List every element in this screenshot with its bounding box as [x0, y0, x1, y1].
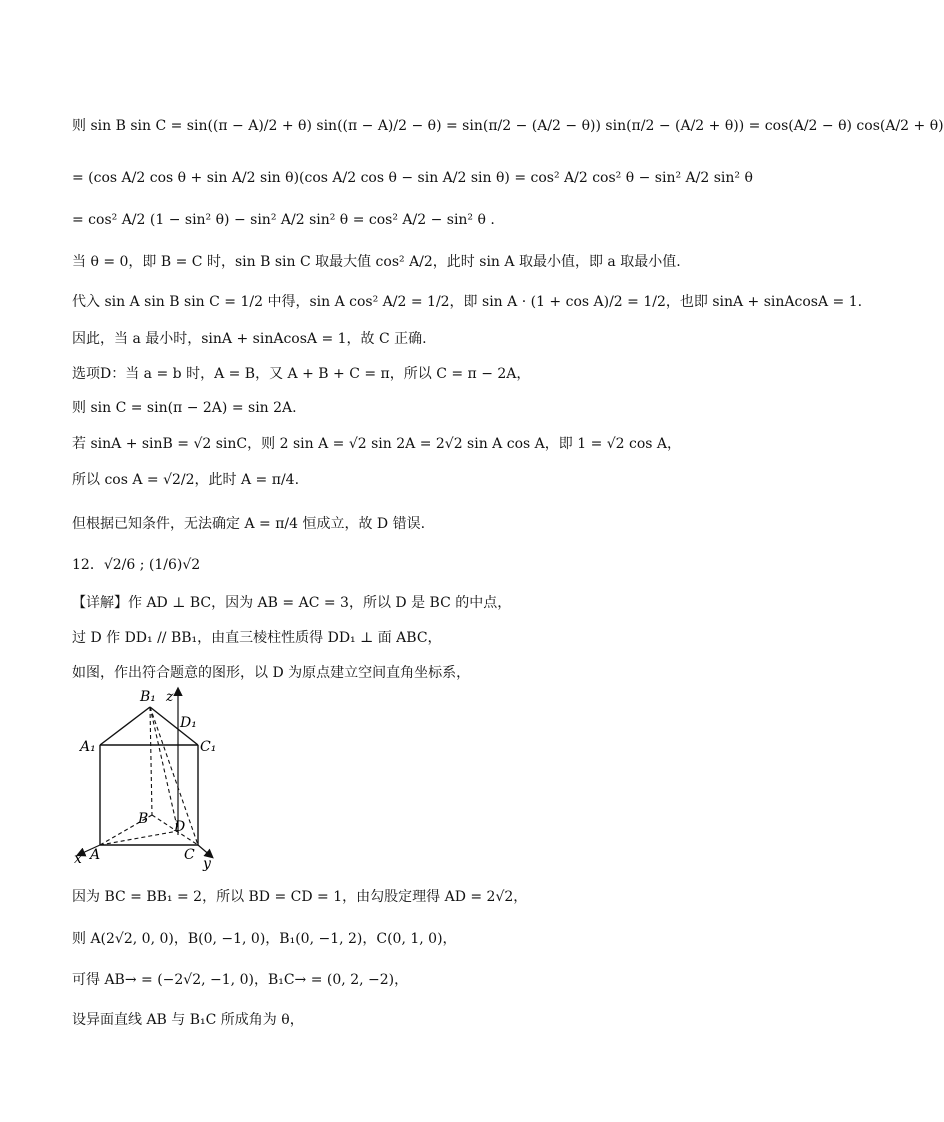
label-b1: B₁	[140, 689, 156, 705]
edge-b1-b	[150, 707, 152, 815]
equation-line-1: 则 sin B sin C = sin((π − A)/2 + θ) sin((π − A)/2 − θ) = sin(π/2 − (A/2 − θ)) sin(π/2 − (A/2 + θ)) = cos(A/2 − θ) cos(A/2 + θ)	[72, 118, 944, 134]
text-line-option-d: 选项D：当 a = b 时，A = B，又 A + B + C = π，所以 C = π − 2A，	[72, 366, 531, 382]
label-z: z	[166, 689, 174, 705]
label-x: x	[74, 851, 82, 867]
label-c1: C₁	[200, 739, 217, 755]
label-d1: D₁	[180, 715, 197, 731]
label-a: A	[90, 847, 101, 863]
detail-line-5: 则 A(2√2, 0, 0)，B(0, −1, 0)，B₁(0, −1, 2)，C(0, 1, 0)，	[72, 931, 457, 947]
label-c: C	[184, 847, 195, 863]
text-line-cos-a: 所以 cos A = √2/2，此时 A = π/4.	[72, 472, 300, 488]
text-line-conclusion-d: 但根据已知条件，无法确定 A = π/4 恒成立，故 D 错误.	[72, 516, 426, 532]
equation-line-3: = cos² A/2 (1 − sin² θ) − sin² A/2 sin² θ = cos² A/2 − sin² θ .	[72, 212, 495, 228]
detail-line-4: 因为 BC = BB₁ = 2，所以 BD = CD = 1，由勾股定理得 AD = 2√2，	[72, 889, 528, 905]
edge-a-d	[100, 831, 178, 845]
equation-line-2: = (cos A/2 cos θ + sin A/2 sin θ)(cos A/2 cos θ − sin A/2 sin θ) = cos² A/2 cos² θ − sin² A/2 sin² θ	[72, 170, 753, 186]
detail-line-3: 如图，作出符合题意的图形，以 D 为原点建立空间直角坐标系，	[72, 665, 471, 681]
answer-12: 12．√2/6 ; (1/6)√2	[72, 557, 201, 573]
detail-line-2: 过 D 作 DD₁ // BB₁，由直三棱柱性质得 DD₁ ⊥ 面 ABC，	[72, 630, 442, 646]
edge-a1-b1	[100, 707, 150, 745]
text-line-max-value: 当 θ = 0，即 B = C 时，sin B sin C 取最大值 cos² A/2，此时 sin A 取最小值，即 a 取最小值.	[72, 254, 681, 270]
text-line-substitute: 代入 sin A sin B sin C = 1/2 中得，sin A cos² A/2 = 1/2，即 sin A · (1 + cos A)/2 = 1/2，也即 sinA + sinAcosA = 1.	[72, 294, 863, 310]
text-line-conclusion-c: 因此，当 a 最小时，sinA + sinAcosA = 1，故 C 正确.	[72, 331, 427, 347]
detail-line-7: 设异面直线 AB 与 B₁C 所成角为 θ，	[72, 1012, 304, 1028]
label-a1: A₁	[80, 739, 96, 755]
label-y: y	[203, 856, 211, 872]
label-b: B	[138, 811, 149, 827]
text-line-sin-c: 则 sin C = sin(π − 2A) = sin 2A.	[72, 400, 297, 416]
detail-line-1: 【详解】作 AD ⊥ BC，因为 AB = AC = 3，所以 D 是 BC 的中点，	[72, 595, 512, 611]
prism-figure	[70, 685, 220, 870]
detail-line-6: 可得 AB→ = (−2√2, −1, 0)，B₁C→ = (0, 2, −2)，	[72, 972, 409, 988]
text-line-if-condition: 若 sinA + sinB = √2 sinC，则 2 sin A = √2 sin 2A = 2√2 sin A cos A，即 1 = √2 cos A，	[72, 436, 682, 452]
label-d: D	[174, 819, 186, 835]
